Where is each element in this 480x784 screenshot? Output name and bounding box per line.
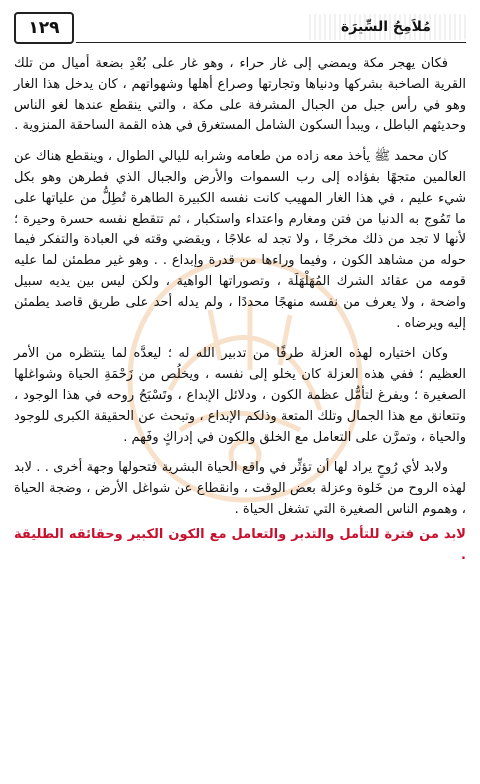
header-rule — [76, 42, 466, 43]
paragraph: ولابد لأي رُوحٍ يراد لها أن تؤثِّر في واقع الحياة البشرية فتحولها وجهة أخرى . . لابد لهذه الروح من خَلوة وعزلة بعض الوقت ، وانقطاع عن شواغل الأرض ، وضجة الحياة ، وهموم الناس الصغيرة التي تشغل الحياة . — [14, 460, 466, 517]
book-title: مُلاَمِحُ السِّيرَة — [306, 14, 466, 40]
closing-highlight-line: لابد من فترة للتأمل والتدبر والتعامل مع الكون الكبير وحقائقه الطليقة . — [14, 526, 466, 563]
page-header — [14, 12, 466, 46]
paragraph: فكان يهجر مكة ويمضي إلى غار حراء ، وهو غار على بُعْدِ بضعة أميال من تلك القرية الصاخبة بشركها ودنياها وتجارتها وصراع أهلها وشهواتهم ، كان يدخل هذا الغار وهو في رأس جبل من الجبال المشرفة على مكة ، والتي ينقطع عندها لغو الناس وحديثهم الباطل ، ويبدأ السكون الشامل المستغرق في هذه القمة الساحقة المنزوية . — [14, 56, 466, 134]
paragraph: وكان اختياره لهذه العزلة طرفًا من تدبير الله له ؛ ليعدَّه لما ينتظره من الأمر العظيم ؛ ففي هذه العزلة كان يخلو إلى نفسه ، ويخلُص من زَحْمَةِ الحياة وشواغلها الصغيرة ؛ ويفرغ لتأمُّل عظمة الكون ، ودلائل الإبداع ، وتَسْبَحُ روحه في هذا الوجود ، وتتعانق مع هذا الجمال وتلك المتعة وذلكم الإبداع ، وتبحث عن الحقيقة الكبرى للوجود والحياة ، وتمرَّن على التعامل مع الخلق والكون في إدراكٍ وفَهم . — [14, 346, 466, 445]
paragraph: كان محمد ﷺ يأخذ معه زاده من طعامه وشرابه لليالي الطوال ، وينقطع هناك عن العالمين متجهًا بفؤاده إلى رب السموات والأرض والجبال الذي فطرهن وهو بكل شيء عليم ، في هذا الغار المهيب كانت نفسه الكبيرة الطاهرة تُطِلُّ من علياتها على ما تَمُوج به الدنيا من فتن ومغارم واعتداء واستكبار ، ثم تتقطع نفسه حسرة وحيرة ؛ لأنها لا تجد من ذلك مخرجًا ، ولا تجد له علاجًا ، ويقضي وقته في العبادة والتفكر فيما حوله من مشاهد الكون ، وفيما وراءها من قدرة وإبداع . . وهو غير مطمئن لما عليه قومه من عقائد الشرك المُهَلْهَلَة ، وتصوراتها الواهية ، ولكن ليس بين يديه سبيل واضحة ، ولا يعرف من نفسه منهجًا محددًا ، ولم يدله أحد على طريق قاصد يطمئن إليه ويرضاه . — [14, 149, 466, 331]
page-number: ١٢٩ — [14, 12, 74, 44]
text-body — [14, 54, 466, 576]
